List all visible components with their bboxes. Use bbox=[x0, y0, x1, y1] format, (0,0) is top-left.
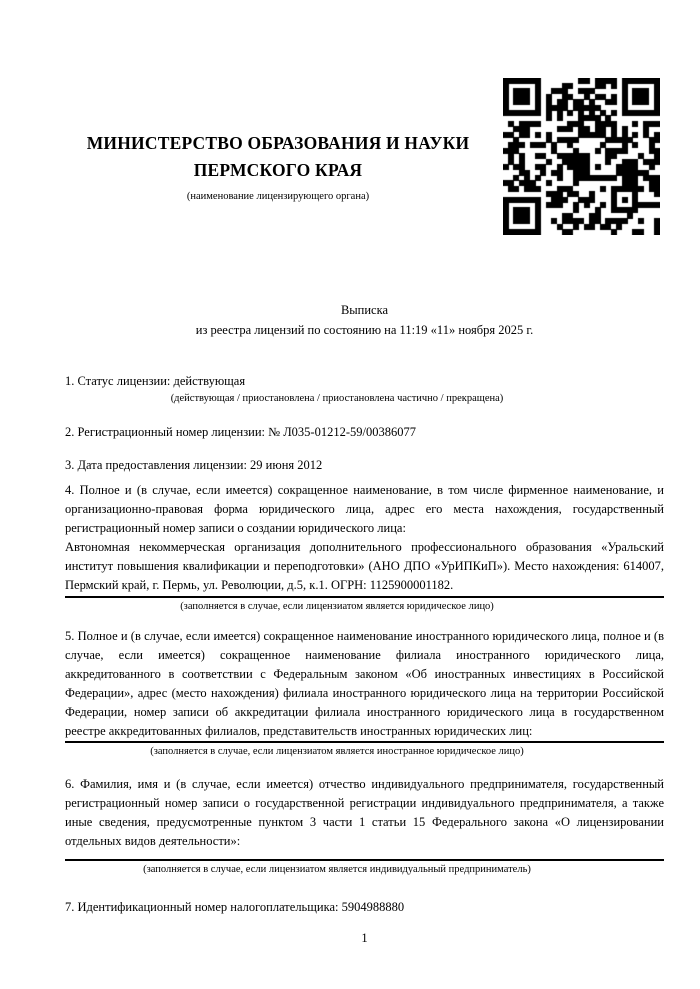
document-body bbox=[65, 300, 664, 948]
section-4-note: (заполняется в случае, если лицензиатом является юридическое лицо) bbox=[180, 601, 494, 612]
ministry-caption: (наименование лицензирующего органа) bbox=[186, 191, 370, 202]
document-title: Выписка bbox=[340, 303, 389, 317]
document-title-block bbox=[65, 300, 664, 340]
section-6-entrepreneur-label: 6. Фамилия, имя и (в случае, если имеется) отчество индивидуального предпринимателя, государственный регистрационный номер записи о государственной регистрации индивидуального предпринимателя, а также иные сведения, предусмотренные пунктом 3 части 1 статьи 15 Федерального закона «О лицензировании отдельных видов деятельности»: bbox=[65, 777, 664, 848]
section-2-registration-number: 2. Регистрационный номер лицензии: № Л035-01212-59/00386077 bbox=[65, 425, 416, 439]
section-7-taxpayer-number: 7. Идентификационный номер налогоплательщика: 5904988880 bbox=[65, 900, 405, 914]
section-5-foreign-entity-label: 5. Полное и (в случае, если имеется) сокращенное наименование иностранного юридического лица, полное и (в случае, если имеется) сокращенное наименование филиала иностранного юридического лица, аккредитованного в соответствии с Федеральным законом «Об иностранных инвестициях в Российской Федерации», адрес (место нахождения) филиала иностранного юридического лица на территории Российской Федерации, номер записи об аккредитации филиала иностранного юридического лица в государственном реестре аккредитованных филиалов, представительств иностранных юридических лиц: bbox=[65, 629, 664, 738]
ministry-name-line1: МИНИСТЕРСТВО ОБРАЗОВАНИЯ И НАУКИ bbox=[86, 133, 470, 153]
section-1-license-status: 1. Статус лицензии: действующая bbox=[65, 374, 246, 388]
section-4-legal-entity-label: 4. Полное и (в случае, если имеется) сокращенное наименование, в том числе фирменное наименование, и организационно-правовая форма юридического лица, адрес его места нахождения, государственный регистрационный номер записи о создании юридического лица: bbox=[65, 483, 664, 535]
qr-code-icon bbox=[503, 78, 660, 235]
section-4-legal-entity-value: Автономная некоммерческая организация дополнительного профессионального образования «Уральский институт повышения квалификации и переподготовки» (АНО ДПО «УрИПКиП»). Место нахождения: 614007, Пермский край, г. Пермь, ул. Революции, д.5, к.1. ОГРН: 1125900001182. bbox=[65, 538, 664, 598]
document-subtitle: из реестра лицензий по состоянию на 11:19 «11» ноября 2025 г. bbox=[195, 323, 534, 337]
section-5-note: (заполняется в случае, если лицензиатом является иностранное юридическое лицо) bbox=[150, 746, 524, 757]
section-5-blank-field-line bbox=[65, 741, 664, 743]
licensing-authority-block bbox=[65, 130, 491, 203]
section-3-license-date: 3. Дата предоставления лицензии: 29 июня 2012 bbox=[65, 458, 323, 472]
section-6-blank-field-line bbox=[65, 859, 664, 861]
page-number: 1 bbox=[361, 931, 368, 945]
ministry-name-line2: ПЕРМСКОГО КРАЯ bbox=[193, 160, 363, 180]
section-1-note: (действующая / приостановлена / приостановлена частично / прекращена) bbox=[170, 393, 504, 404]
section-6-note: (заполняется в случае, если лицензиатом является индивидуальный предприниматель) bbox=[143, 864, 531, 875]
